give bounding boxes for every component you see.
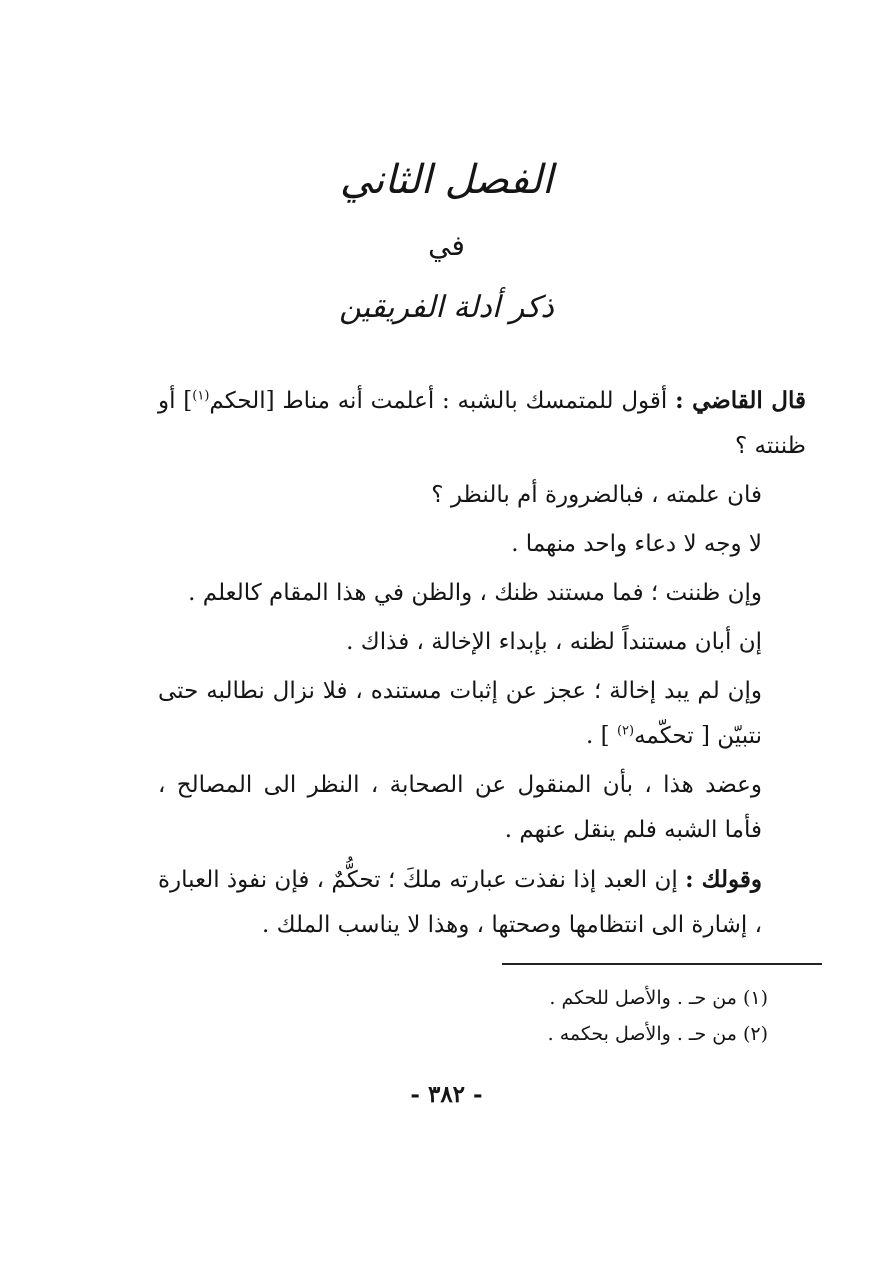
paragraph-ikhala [158,669,806,759]
paragraph-text: وعضد هذا ، بأن المنقول عن الصحابة ، النظر الى المصالح ، فأما الشبه فلم ينقل عنهم . [158,772,762,843]
chapter-title: الفصل الثاني [339,157,554,203]
paragraph-qadi [158,378,806,469]
footnote-2: (٢) من حـ . والأصل بحكمه . [547,1023,768,1045]
paragraph-text: وإن لم يبد إخالة ؛ عجز عن إثبات مستنده ، فلا نزال نطالبه حتى نتبيّن [ تحكّمه [158,678,762,749]
paragraph-tail: ] . [586,723,617,749]
footnote-divider [502,963,822,965]
paragraph-text: إن أبان مستنداً لظنه ، بإبداء الإخالة ، فذاك . [346,629,762,655]
paragraph-text: لا وجه لا دعاء واحد منهما . [511,531,762,557]
paragraph-lead: قال القاضي : [675,387,807,414]
paragraph-iban [158,620,806,665]
chapter-subtitle: في [428,229,465,262]
paragraph-text: وإن ظننت ؛ فما مستند ظنك ، والظن في هذا المقام كالعلم . [188,580,762,606]
footnote-ref: (٢) [616,723,635,739]
paragraph-tail: ] أو ظننته ؟ [158,388,806,459]
paragraph-text: أقول للمتمسك بالشبه : أعلمت أنه مناط [الحكم [209,388,676,414]
paragraph-question [158,473,806,518]
paragraph-sahaba [158,763,806,853]
paragraph-text: إن العبد إذا نفذت عبارته ملكَ ؛ تحكُّمٌ ، فإن نفوذ العبارة ، إشارة الى انتظامها وصحتها ، وهذا لا يناسب الملك . [158,867,762,938]
paragraph-lead: وقولك : [685,866,762,893]
paragraph-zann [158,571,806,616]
body-text [158,378,806,952]
footnotes [300,980,768,1052]
paragraph-text: فان علمته ، فبالضرورة أم بالنظر ؟ [431,482,762,508]
footnote-1: (١) من حـ . والأصل للحكم . [549,987,768,1009]
chapter-heading: ذكر أدلة الفريقين [339,290,554,325]
footnote-ref: (١) [192,388,210,404]
paragraph-answer [158,522,806,567]
paragraph-abd [158,857,806,948]
page-number: - ٣٨٢ - [410,1081,483,1108]
